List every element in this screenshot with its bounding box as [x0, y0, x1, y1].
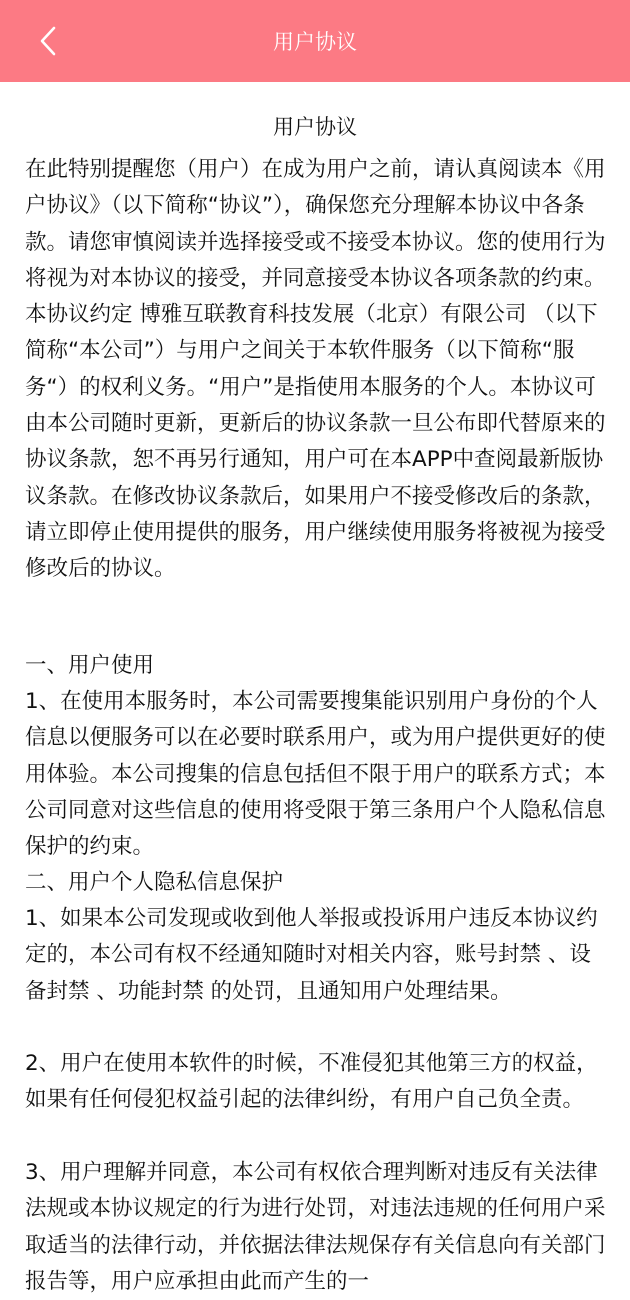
navigation-bar — [0, 0, 630, 82]
agreement-content[interactable] — [0, 82, 630, 1294]
document-title: 用户协议 — [273, 115, 357, 139]
section-heading: 二、用户个人隐私信息保护 — [25, 870, 284, 895]
page-title: 用户协议 — [273, 30, 357, 54]
section-paragraph: 1、如果本公司发现或收到他人举报或投诉用户违反本协议约定的，本公司有权不经通知随时对相关内容，账号封禁 、设备封禁 、功能封禁 的处罚，且通知用户处理结果。 — [25, 906, 598, 1004]
section-paragraph: 1、在使用本服务时，本公司需要搜集能识别用户身份的个人信息以便服务可以在必要时联系用户，或为用户提供更好的使用体验。本公司搜集的信息包括但不限于用户的联系方式；本公司同意对这些信息的使用将受限于第三条用户个人隐私信息保护的约束。 — [25, 689, 606, 860]
intro-paragraph: 在此特别提醒您（用户）在成为用户之前，请认真阅读本《用户协议》（以下简称“协议”），确保您充分理解本协议中各条款。请您审慎阅读并选择接受或不接受本协议。您的使用行为将视为对本协议的接受，并同意接受本协议各项条款的约束。本协议约定 博雅互联教育科技发展（北京）有限公司 （以下简称“本公司”）与用户之间关于本软件服务（以下简称“服务“）的权利义务。“用户”是指使用本服务的个人。本协议可由本公司随时更新，更新后的协议条款一旦公布即代替原来的协议条款，恕不再另行通知，用户可在本APP中查阅最新版协议条款。在修改协议条款后，如果用户不接受修改后的条款，请立即停止使用提供的服务，用户继续使用服务将被视为接受修改后的协议。 — [25, 157, 606, 582]
section-paragraph: 2、用户在使用本软件的时候，不准侵犯其他第三方的权益，如果有任何侵犯权益引起的法律纠纷，有用户自己负全责。 — [25, 1051, 598, 1113]
section-paragraph: 3、用户理解并同意，本公司有权依合理判断对违反有关法律法规或本协议规定的行为进行处罚，对违法违规的任何用户采取适当的法律行动，并依据法律法规保存有关信息向有关部门报告等，用户应承担由此而产生的一 — [25, 1160, 606, 1294]
section-heading: 一、用户使用 — [25, 653, 155, 678]
